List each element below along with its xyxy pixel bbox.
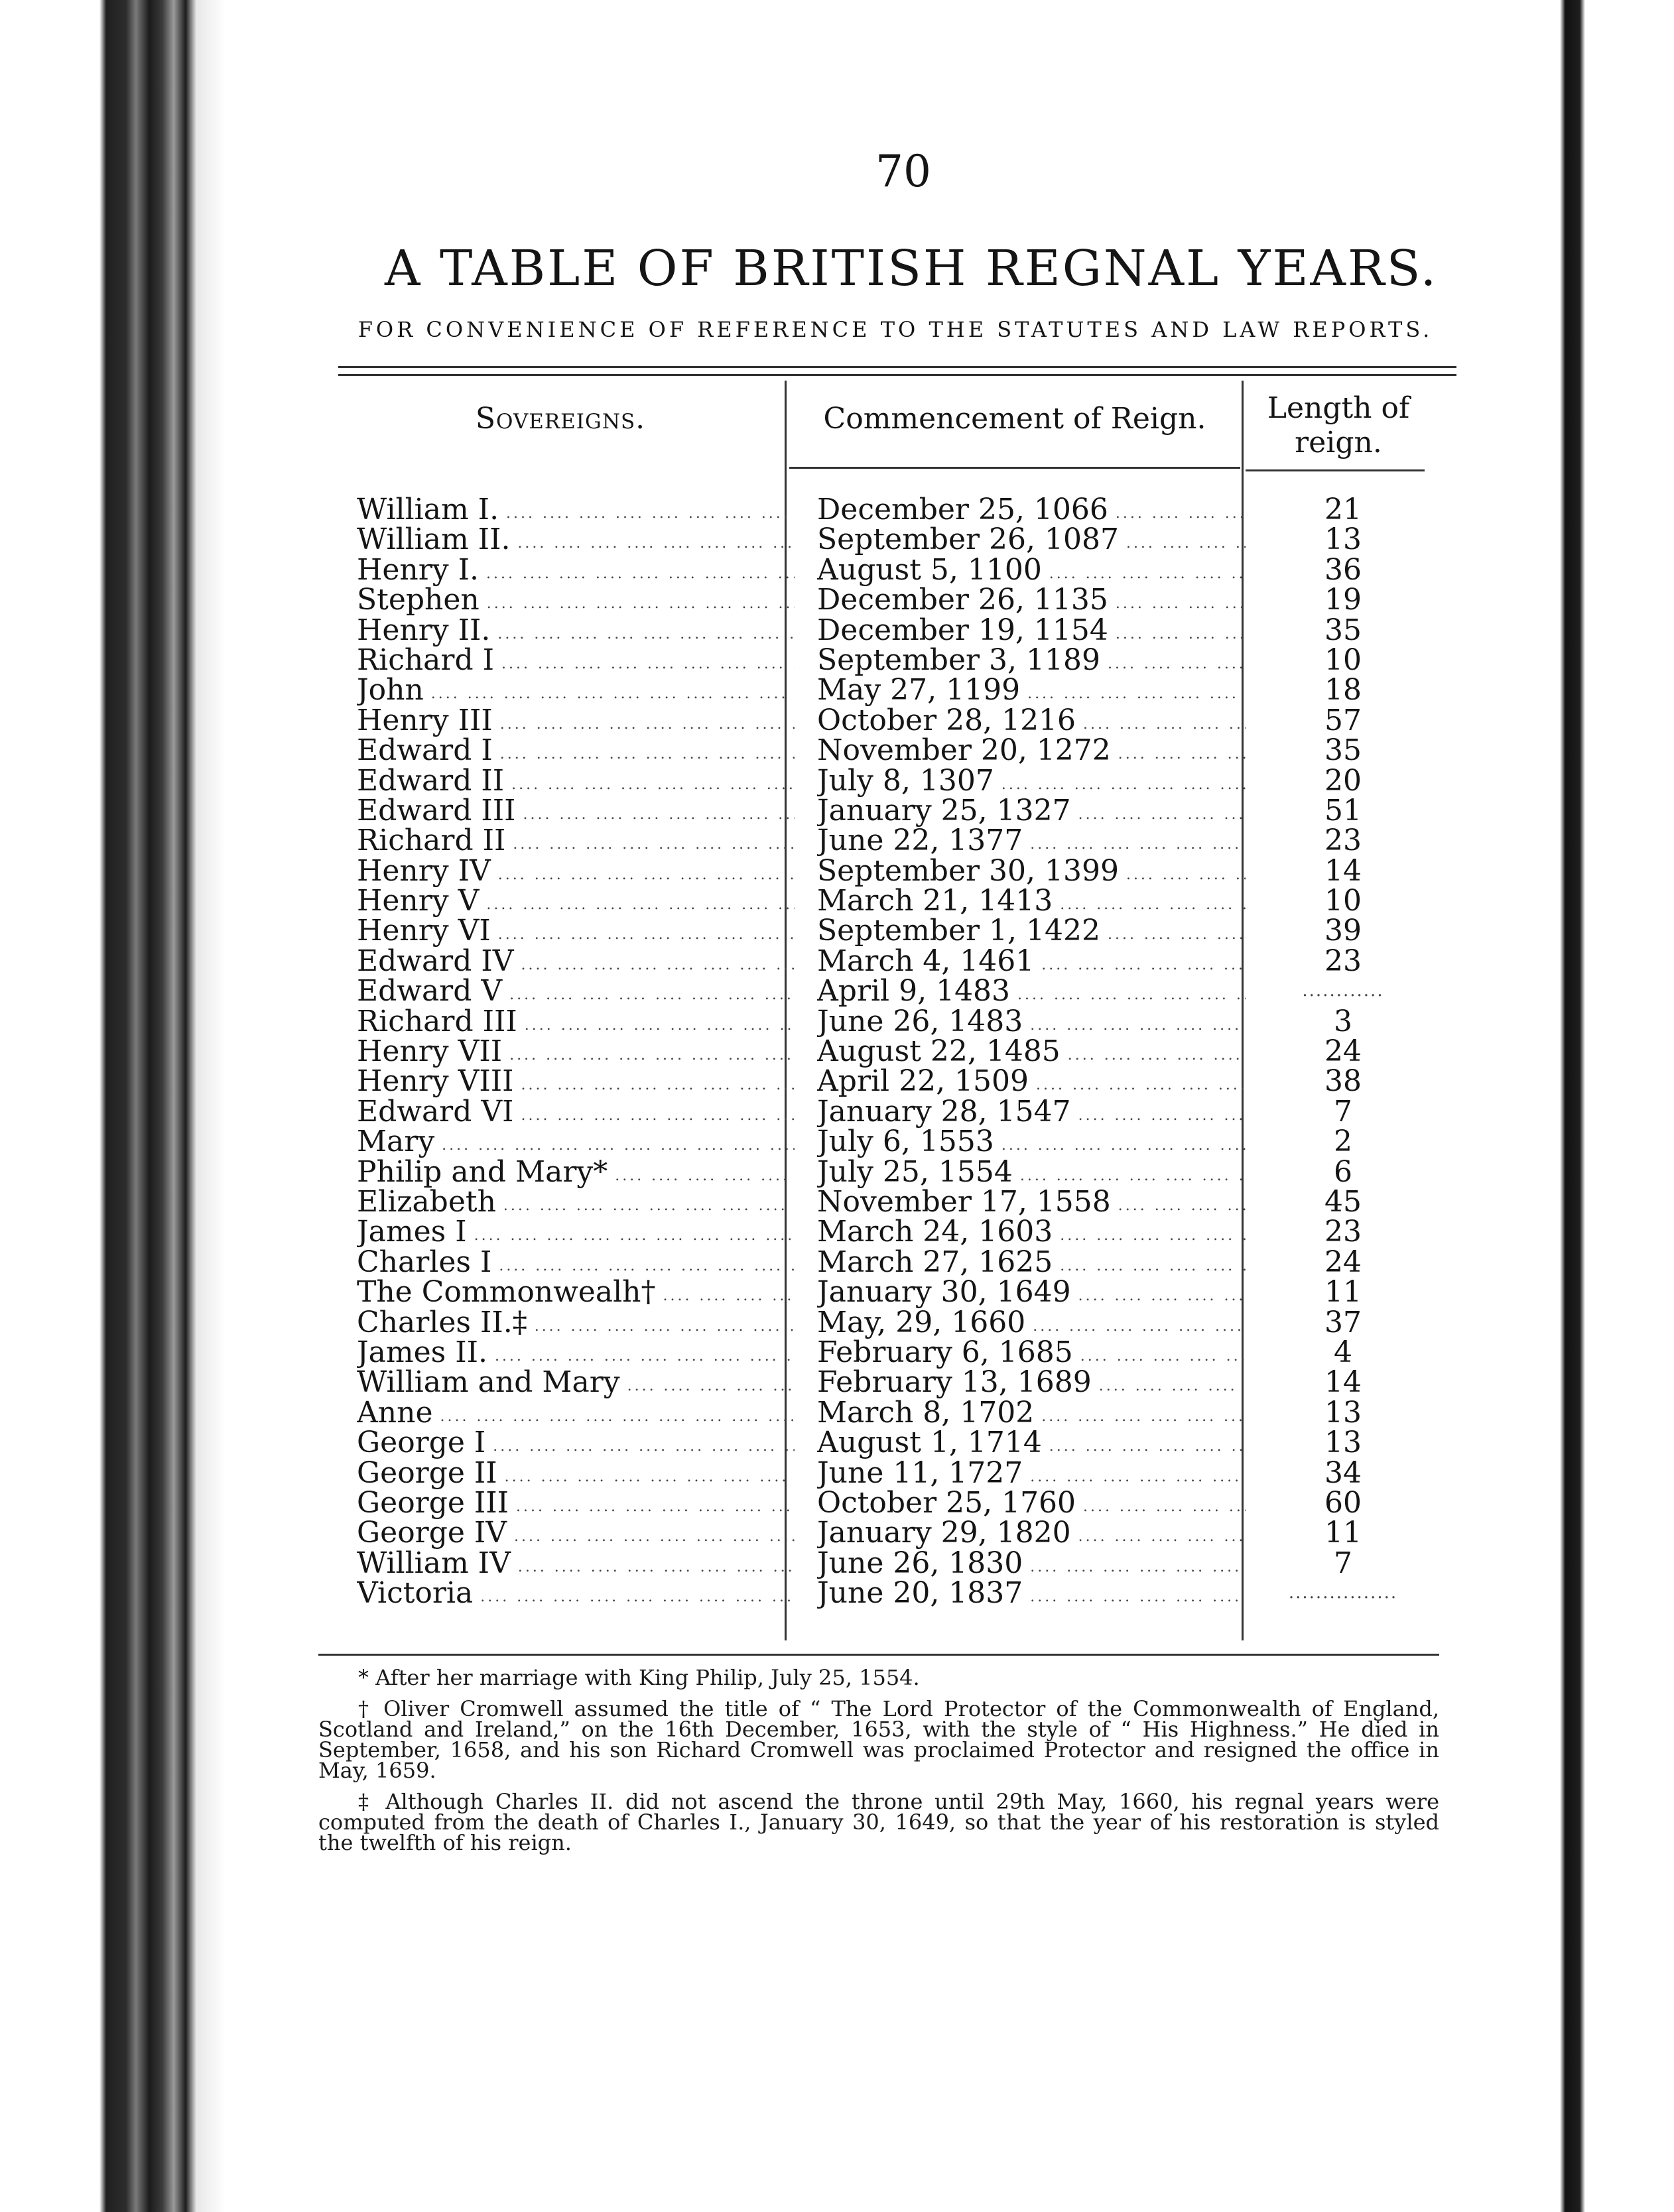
reign-commencement: September 26, 1087 .... [817,524,1246,558]
reign-length: 2 [1334,1125,1352,1159]
sovereign-name: John .... [357,675,795,709]
reign-commencement: July 8, 1307 .... [817,766,1246,800]
reign-length: 7 [1334,1094,1352,1129]
table-row [345,976,1433,1009]
sovereign-name: Mary .... [357,1127,795,1160]
reign-length: 24 [1324,1034,1362,1069]
footnote-asterisk: * After her marriage with King Philip, July 25, 1554. [358,1665,920,1690]
sovereign-name: Richard III .... [357,1007,795,1040]
sovereign-name: Henry II. .... [357,615,795,649]
reign-commencement: January 28, 1547 .... [817,1097,1246,1131]
header-length-line1: Length of [1267,391,1410,425]
sovereign-name: Philip and Mary* .... [357,1157,795,1191]
sovereign-name: Richard II .... [357,826,795,859]
reign-commencement: May 27, 1199 .... [817,675,1246,709]
reign-commencement: August 22, 1485 .... [817,1036,1246,1070]
sovereign-name: George IV .... [357,1518,795,1552]
reign-length: 18 [1324,673,1362,707]
reign-length: 57 [1324,703,1362,737]
reign-length: 11 [1324,1275,1362,1310]
reign-commencement: January 29, 1820 .... [817,1518,1246,1552]
table-row [345,1518,1433,1548]
reign-length: 10 [1324,884,1362,918]
table-bottom-rule [318,1654,1439,1656]
reign-length: 35 [1324,733,1362,768]
reign-length: 23 [1324,944,1362,978]
sovereign-name: William and Mary .... [357,1367,795,1401]
header-length [1246,391,1431,460]
reign-commencement: June 26, 1830 .... [817,1548,1246,1582]
header-underline-commencement [789,467,1240,469]
table-row [345,763,1433,798]
table-row [345,1365,1433,1400]
sovereign-name: Henry VII .... [357,1036,795,1070]
reign-length: 13 [1324,1395,1362,1430]
sovereign-name: George II .... [357,1458,795,1492]
reign-length: 23 [1324,1215,1362,1249]
table-row [345,1548,1433,1578]
sovereign-name: Richard I .... [357,645,795,679]
reign-commencement: October 25, 1760 .... [817,1488,1246,1522]
table-row [345,916,1433,946]
reign-commencement: February 13, 1689 .... [817,1367,1246,1401]
sovereign-name: Henry IV .... [357,856,795,890]
reign-commencement: February 6, 1685 .... [817,1337,1246,1371]
table-row [345,946,1433,976]
sovereign-name: Henry III .... [357,706,795,739]
reign-commencement: January 25, 1327 .... [817,796,1246,830]
sovereign-name: Charles I .... [357,1247,795,1281]
table-row [345,853,1433,888]
reign-length: 21 [1324,493,1362,526]
sovereign-name: Stephen .... [357,585,795,619]
reign-commencement: August 1, 1714 .... [817,1428,1246,1461]
reign-length: 36 [1324,552,1362,587]
table-row [345,675,1433,705]
reign-commencement: November 20, 1272 .... [817,735,1246,769]
reign-commencement: May, 29, 1660 .... [817,1308,1246,1341]
table-row [345,495,1433,524]
table-row [345,585,1433,615]
table-row [345,1064,1433,1099]
footnote-double-dagger: ‡ Although Charles II. did not ascend the throne until 29th May, 1660, his regnal years were computed from the death of Charles I., January 30, 1649, so that the year of his restoration is styled the twelfth of his reign. [318,1789,1439,1855]
table-row [345,793,1433,828]
page-subtitle: FOR CONVENIENCE OF REFERENCE TO THE STATUTES AND LAW REPORTS. [357,317,1433,342]
reign-length: 4 [1334,1335,1352,1369]
reign-length: 7 [1334,1546,1352,1580]
reign-length: 45 [1324,1184,1362,1219]
footnotes [318,1665,1439,1864]
reign-length: 38 [1324,1064,1362,1099]
reign-length: ............ [1302,981,1384,1001]
reign-commencement: June 11, 1727 .... [817,1458,1246,1492]
reign-commencement: July 25, 1554 .... [817,1157,1246,1191]
sovereign-name: Edward II .... [357,766,795,800]
sovereign-name: Henry V .... [357,886,795,920]
sovereign-name: Henry VI .... [357,916,795,950]
reign-commencement: March 21, 1413 .... [817,886,1246,920]
reign-commencement: April 22, 1509 .... [817,1066,1246,1100]
reign-commencement: October 28, 1216 .... [817,706,1246,739]
reign-commencement: June 26, 1483 .... [817,1007,1246,1040]
reign-length: 60 [1324,1485,1362,1520]
reign-commencement: December 25, 1066 .... [817,495,1246,528]
reign-length: 20 [1324,763,1362,798]
reign-commencement: September 3, 1189 .... [817,645,1246,679]
book-binding-right [1545,0,1674,2212]
table-row [345,1275,1433,1310]
table-row [345,1337,1433,1367]
table-row [345,1125,1433,1159]
reign-length: 6 [1334,1154,1352,1189]
sovereign-name: Edward IV .... [357,946,795,980]
reign-commencement: March 8, 1702 .... [817,1398,1246,1432]
table-row [345,1094,1433,1129]
table-row [345,1305,1433,1339]
reign-commencement: December 19, 1154 .... [817,615,1246,649]
reign-length: 35 [1324,613,1362,647]
reign-length: 13 [1324,522,1362,557]
reign-length: 37 [1324,1305,1362,1339]
sovereign-name: James II. .... [357,1337,795,1371]
regnal-table-body [345,493,1433,1611]
reign-commencement: March 24, 1603 .... [817,1217,1246,1251]
table-row [345,1426,1433,1460]
table-row [345,886,1433,916]
table-row [345,1034,1433,1069]
sovereign-name: William I. .... [357,495,795,528]
table-row [345,522,1433,557]
sovereign-name: Henry VIII .... [357,1066,795,1100]
sovereign-name: Henry I. .... [357,555,795,589]
reign-length: 19 [1324,583,1362,617]
table-row [345,1485,1433,1520]
header-length-line2: reign. [1295,426,1382,460]
reign-commencement: August 5, 1100 .... [817,555,1246,589]
reign-commencement: November 17, 1558 .... [817,1187,1246,1221]
table-row [345,615,1433,645]
table-row [345,733,1433,768]
table-row [345,1217,1433,1247]
reign-length: 24 [1324,1245,1362,1279]
top-double-rule [338,366,1456,376]
table-row [345,1004,1433,1038]
table-row [345,1154,1433,1189]
reign-commencement: March 4, 1461 .... [817,946,1246,980]
reign-length: 13 [1324,1426,1362,1460]
reign-length: 14 [1324,1365,1362,1400]
sovereign-name: William IV .... [357,1548,795,1582]
sovereign-name: James I .... [357,1217,795,1251]
table-row [345,1455,1433,1490]
table-row [345,1247,1433,1277]
reign-length: 3 [1334,1004,1352,1038]
sovereign-name: Victoria .... [357,1578,795,1612]
reign-commencement: July 6, 1553 .... [817,1127,1246,1160]
table-row [345,1184,1433,1219]
reign-length: 11 [1324,1516,1362,1550]
table-row [345,703,1433,737]
reign-length: 34 [1324,1455,1362,1490]
reign-commencement: March 27, 1625 .... [817,1247,1246,1281]
sovereign-name: Edward III .... [357,796,795,830]
header-sovereigns: Sovereigns. [475,402,646,436]
page-number: 70 [875,146,931,197]
book-binding-left [0,0,225,2212]
header-underline-length [1246,469,1425,471]
table-row [345,552,1433,587]
footnote-dagger: † Oliver Cromwell assumed the title of “ The Lord Protector of the Commonwealth of England, Scotland and Ireland,” on the 16th December, 1653, with the style of “ His Highness.” He died in September, 1658, and his son Richard Cromwell was proclaimed Protector and resigned the office in May, 1659. [318,1696,1439,1783]
sovereign-name: Edward I .... [357,735,795,769]
reign-length: ................ [1288,1583,1398,1603]
reign-commencement: June 20, 1837 .... [817,1578,1246,1612]
sovereign-name: Edward V .... [357,976,795,1010]
table-row [345,1395,1433,1430]
table-row [345,1578,1433,1611]
reign-length: 39 [1324,914,1362,948]
reign-commencement: September 1, 1422 .... [817,916,1246,950]
reign-length: 10 [1324,643,1362,677]
page-title: A TABLE OF BRITISH REGNAL YEARS. [385,240,1439,297]
sovereign-name: The Commonwealh† .... [357,1277,795,1311]
sovereign-name: Edward VI .... [357,1097,795,1131]
reign-commencement: January 30, 1649 .... [817,1277,1246,1311]
table-row [345,645,1433,675]
reign-length: 14 [1324,853,1362,888]
sovereign-name: Charles II.‡ .... [357,1308,795,1341]
table-row [345,824,1433,858]
reign-commencement: September 30, 1399 .... [817,856,1246,890]
reign-commencement: April 9, 1483 .... [817,976,1246,1010]
sovereign-name: George I .... [357,1428,795,1461]
header-commencement: Commencement of Reign. [823,402,1206,436]
sovereign-name: William II. .... [357,524,795,558]
reign-length: 51 [1324,793,1362,828]
sovereign-name: Elizabeth .... [357,1187,795,1221]
sovereign-name: Anne .... [357,1398,795,1432]
reign-commencement: December 26, 1135 .... [817,585,1246,619]
reign-commencement: June 22, 1377 .... [817,826,1246,859]
reign-length: 23 [1324,824,1362,858]
sovereign-name: George III .... [357,1488,795,1522]
